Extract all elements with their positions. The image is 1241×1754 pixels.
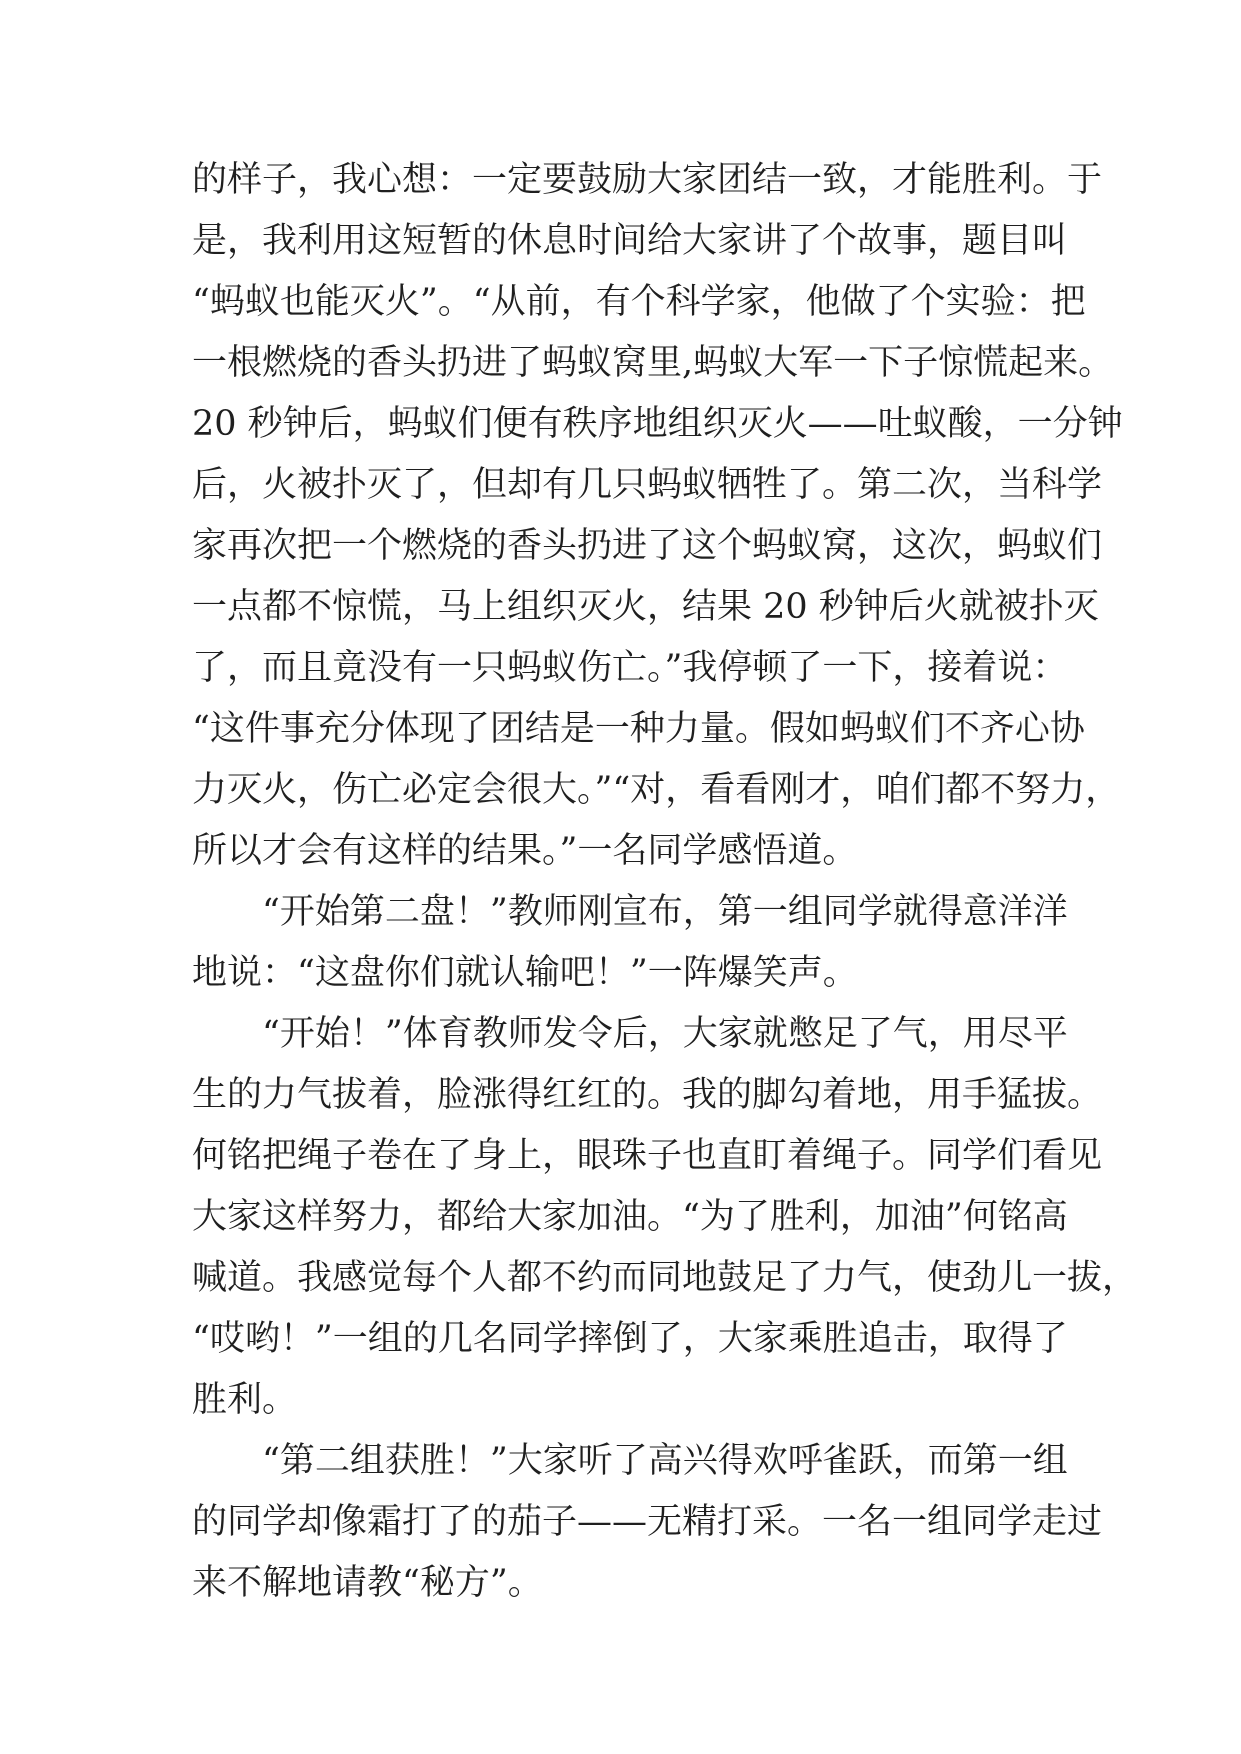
text-line: 力灭火，伤亡必定会很大。”“对，看看刚才，咱们都不努力，: [192, 770, 1121, 810]
text-line: “哎哟！”一组的几名同学摔倒了，大家乘胜追击，取得了: [192, 1319, 1068, 1359]
text-line: 何铭把绳子卷在了身上，眼珠子也直盯着绳子。同学们看见: [192, 1136, 1103, 1176]
paragraph-first-line: “开始！”体育教师发令后，大家就憋足了气，用尽平: [262, 1014, 1068, 1054]
text-line: 生的力气拔着，脸涨得红红的。我的脚勾着地，用手猛拔。: [192, 1075, 1103, 1115]
text-line: 大家这样努力，都给大家加油。“为了胜利，加油”何铭高: [192, 1197, 1068, 1237]
text-line: 20 秒钟后，蚂蚁们便有秩序地组织灭火——吐蚁酸，一分钟: [192, 404, 1123, 444]
text-line: 的同学却像霜打了的茄子——无精打采。一名一组同学走过: [192, 1502, 1103, 1542]
text-line: “这件事充分体现了团结是一种力量。假如蚂蚁们不齐心协: [192, 709, 1085, 749]
paragraph-first-line: “开始第二盘！”教师刚宣布，第一组同学就得意洋洋: [262, 892, 1068, 932]
text-line: 喊道。我感觉每个人都不约而同地鼓足了力气，使劲儿一拔，: [192, 1258, 1138, 1298]
text-line: 了，而且竟没有一只蚂蚁伤亡。”我停顿了一下，接着说：: [192, 648, 1068, 688]
text-line: 一点都不惊慌，马上组织灭火，结果 20 秒钟后火就被扑灭: [192, 587, 1099, 627]
text-line: 所以才会有这样的结果。”一名同学感悟道。: [192, 831, 858, 871]
text-line: 一根燃烧的香头扔进了蚂蚁窝里,蚂蚁大军一下子惊慌起来。: [192, 343, 1114, 383]
body-text: [192, 150, 1138, 1614]
text-line: 来不解地请教“秘方”。: [192, 1563, 543, 1603]
text-line: “蚂蚁也能灭火”。“从前，有个科学家，他做了个实验：把: [192, 282, 1086, 322]
paragraph-first-line: “第二组获胜！”大家听了高兴得欢呼雀跃，而第一组: [262, 1441, 1068, 1481]
text-line: 的样子，我心想：一定要鼓励大家团结一致，才能胜利。于: [192, 160, 1103, 200]
text-line: 后，火被扑灭了，但却有几只蚂蚁牺牲了。第二次，当科学: [192, 465, 1103, 505]
text-line: 地说：“这盘你们就认输吧！”一阵爆笑声。: [192, 953, 858, 993]
text-line: 家再次把一个燃烧的香头扔进了这个蚂蚁窝，这次，蚂蚁们: [192, 526, 1103, 566]
text-line: 胜利。: [192, 1380, 298, 1420]
text-line: 是，我利用这短暂的休息时间给大家讲了个故事，题目叫: [192, 221, 1068, 261]
